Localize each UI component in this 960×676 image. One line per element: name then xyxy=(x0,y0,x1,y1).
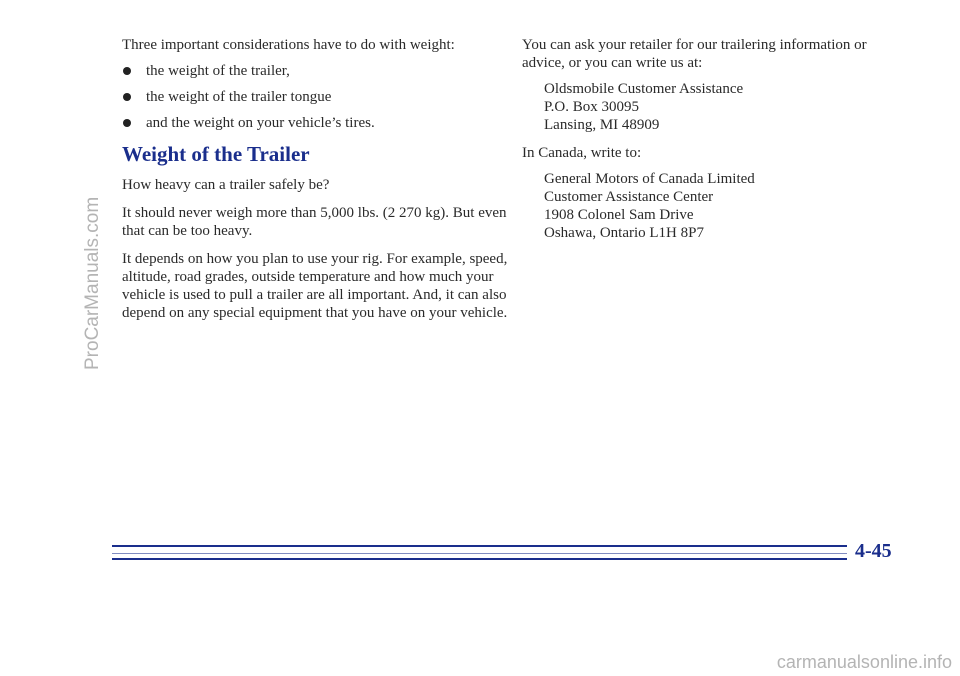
left-column xyxy=(122,36,512,332)
side-watermark: ProCarManuals.com xyxy=(82,196,103,370)
list-item xyxy=(122,62,512,80)
weight-limit-paragraph: It should never weigh more than 5,000 lbs. (2 270 kg). But even that can be too heavy. xyxy=(122,205,507,239)
intro-text: Three important considerations have to do with weight: xyxy=(122,37,455,53)
address-line: Customer Assistance Center xyxy=(544,189,714,205)
address-line: Oldsmobile Customer Assistance xyxy=(544,81,744,97)
footer-rule xyxy=(112,558,847,560)
bullet-icon xyxy=(123,93,131,101)
weight-considerations-list xyxy=(122,62,512,132)
list-item-text: the weight of the trailer tongue xyxy=(146,89,332,105)
question-text: How heavy can a trailer safely be? xyxy=(122,177,330,193)
canada-address xyxy=(522,170,902,242)
right-column xyxy=(522,36,902,252)
contact-intro-text: You can ask your retailer for our trailering information or advice, or you can write us at: xyxy=(522,37,867,71)
list-item-text: the weight of the trailer, xyxy=(146,63,290,79)
address-line: P.O. Box 30095 xyxy=(544,99,640,115)
list-item xyxy=(122,88,512,106)
address-line: General Motors of Canada Limited xyxy=(544,171,755,187)
bullet-icon xyxy=(123,67,131,75)
depends-paragraph: It depends on how you plan to use your rig. For example, speed, altitude, road grades, outside temperature and how much your vehicle is used to pull a trailer are all important. And, it can also depend on any special equipment that you have on your vehicle. xyxy=(122,251,508,321)
address-line: Oshawa, Ontario L1H 8P7 xyxy=(544,225,704,241)
section-heading: Weight of the Trailer xyxy=(122,142,310,166)
address-line: 1908 Colonel Sam Drive xyxy=(544,207,694,223)
page-number: 4-45 xyxy=(855,540,892,562)
list-item-text: and the weight on your vehicle’s tires. xyxy=(146,115,375,131)
footer-rule xyxy=(112,553,847,554)
bullet-icon xyxy=(123,119,131,127)
footer-rule xyxy=(112,545,847,547)
address-line: Lansing, MI 48909 xyxy=(544,117,660,133)
canada-intro-text: In Canada, write to: xyxy=(522,145,642,161)
list-item xyxy=(122,114,512,132)
us-address xyxy=(522,80,902,134)
footer-watermark: carmanualsonline.info xyxy=(776,652,952,672)
